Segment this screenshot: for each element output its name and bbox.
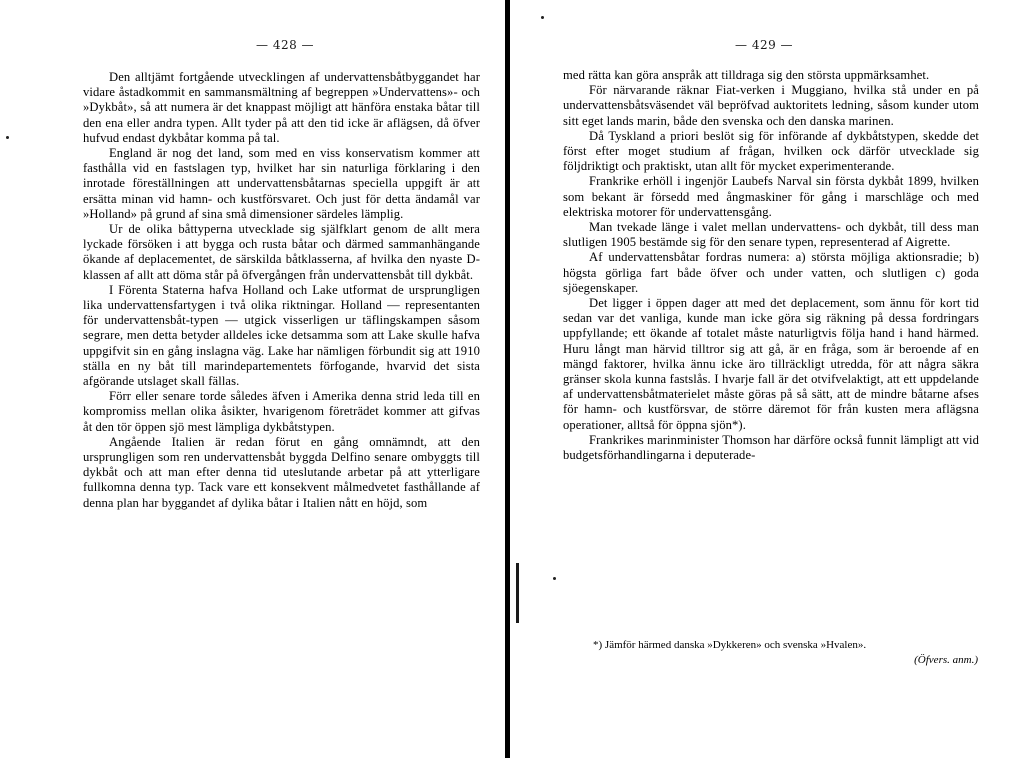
paragraph: Man tvekade länge i valet mellan undervattens- och dykbåt, till dess man slutligen 1905 bestämde sig för den senare typen, representerad af Aigrette. [563, 220, 979, 250]
paragraph: Då Tyskland a priori beslöt sig för införande af dykbåtstypen, skedde det först efter moget studium af frågan, hvilken ock därför utvecklade sig följdriktigt och praktiskt, utan allt för mycket experimenterande. [563, 128, 979, 174]
paragraph: Frankrike erhöll i ingenjör Laubefs Narval sin första dykbåt 1899, hvilken som bekant är försedd med ångmaskiner för gång i marschläge och med elektriska motorer för undervattensgång. [563, 174, 979, 219]
paragraph: Ur de olika båttyperna utvecklade sig själfklart genom de allt mera lyckade försöken i att bygga och rusta båtar och därmed sammanhängande ökande af deplacementet, de särskilda båtklasserna, af hvilka den nyaste D-klassen af allt att döma står på öfvergången från undervattensbåt till dykbåt. [83, 222, 480, 282]
scan-artifact-mark [516, 563, 519, 623]
left-page-text [83, 70, 480, 511]
paragraph: med rätta kan göra anspråk att tilldraga sig den största uppmärksamhet. [563, 68, 930, 82]
footnote-attribution: (Öfvers. anm.) [914, 654, 978, 666]
footnote [583, 638, 978, 668]
paragraph: Förr eller senare torde således äfven i Amerika denna strid leda till en kompromiss mellan olika åsikter, hvarigenom företrädet kommer att gifvas åt den tör öppen sjö mest lämpliga dykbåtstypen. [83, 389, 480, 434]
left-page-number: — 428 — [256, 38, 315, 52]
paragraph: Angående Italien är redan förut en gång omnämndt, att den ursprungligen som ren undervattensbåt byggda Delfino senare ombyggts till dykbåt och att man efter denna tid uteslutande arbetar på att ytterligare fullkomna denna typ. Tack vare ett konsekvent målmedvetet fasthållande af denna plan har byggandet af dylika båtar i Italien nått en höjd, som [83, 434, 480, 510]
right-page-number: — 429 — [735, 38, 794, 52]
paragraph: I Förenta Staterna hafva Holland och Lake utformat de ursprungligen lika undervattensfartygen i två olika riktningar. Holland — representanten för undervattensbåt-typen — utgick visserligen ur täflingskampen såsom segrare, men detta betyder alldeles icke detsamma som att Lake skulle hafva uppgifvit sin en gång inslagna väg. Lake har nämligen förbundit sig att 1910 ställa en ny båt till marindepartementets förfogande, hvarvid det sista afgörande utslaget skall fällas. [83, 282, 480, 389]
paragraph: Det ligger i öppen dager att med det deplacement, som ännu för kort tid sedan var det vanliga, kunde man icke göra sig räkning på dessa fordringars uppfyllande; ett ökande af totalet måste naturligtvis följa hand i hand härmed. Huru långt man härvid tilltror sig att gå, är en fråga, som är beroende af en mängd faktorer, hvilka ännu icke äro tillräckligt utredda, för att några säkra gränser skola kunna fastslås. I hvarje fall är det otvifvelaktigt, att ett uppdelande af undervattensbåtmaterielet måste göras på så sätt, att de mindre båtarne afses för hamn- och kustförsvar, de större däremot för från kusten mera aflägsna operationer, alltså för öppna sjön*). [563, 296, 979, 432]
scan-speck [6, 136, 9, 139]
scan-speck [553, 577, 556, 580]
footnote-text: *) Jämför härmed danska »Dykkeren» och svenska »Hvalen». [593, 639, 867, 651]
right-page-text [563, 68, 979, 463]
paragraph: Af undervattensbåtar fordras numera: a) största möjliga aktionsradie; b) högsta görliga fart både öfver och under vatten, och slutligen c) goda sjöegenskaper. [563, 250, 979, 295]
paragraph: Den alltjämt fortgående utvecklingen af undervattensbåtbyggandet har vidare åstadkommit en sammansmältning af begreppen »Undervattens»- och »Dykbåt», så att numera är det knappast möjligt att hänföra enstaka båtar till den ena eller andra typen. Allt tyder på att den tid icke är aflägsen, då öfver hufvud endast dykbåtar komma på tal. [83, 70, 480, 145]
scan-speck [541, 16, 544, 19]
paragraph: England är nog det land, som med en viss konservatism kommer att fasthålla vid en fastslagen typ, hvilket har sin naturliga förklaring i den inrotade föreställningen att undervattensbåtarnas speciella uppgift är att ersätta minan vid hamn- och kustförsvaret. Och just för detta ändamål var »Holland» på grund af sina små dimensioner särdeles lämplig. [83, 146, 480, 221]
paragraph: Frankrikes marinminister Thomson har därföre också funnit lämpligt att vid budgetsförhandlingarna i deputerade- [563, 432, 979, 463]
paragraph: För närvarande räknar Fiat-verken i Muggiano, hvilka stå under en på undervattensbåtsväsendet väl bepröfvad auktoritets ledning, såsom kunder utom sitt eget lands marin, både den svenska och den danska marinen. [563, 83, 979, 128]
